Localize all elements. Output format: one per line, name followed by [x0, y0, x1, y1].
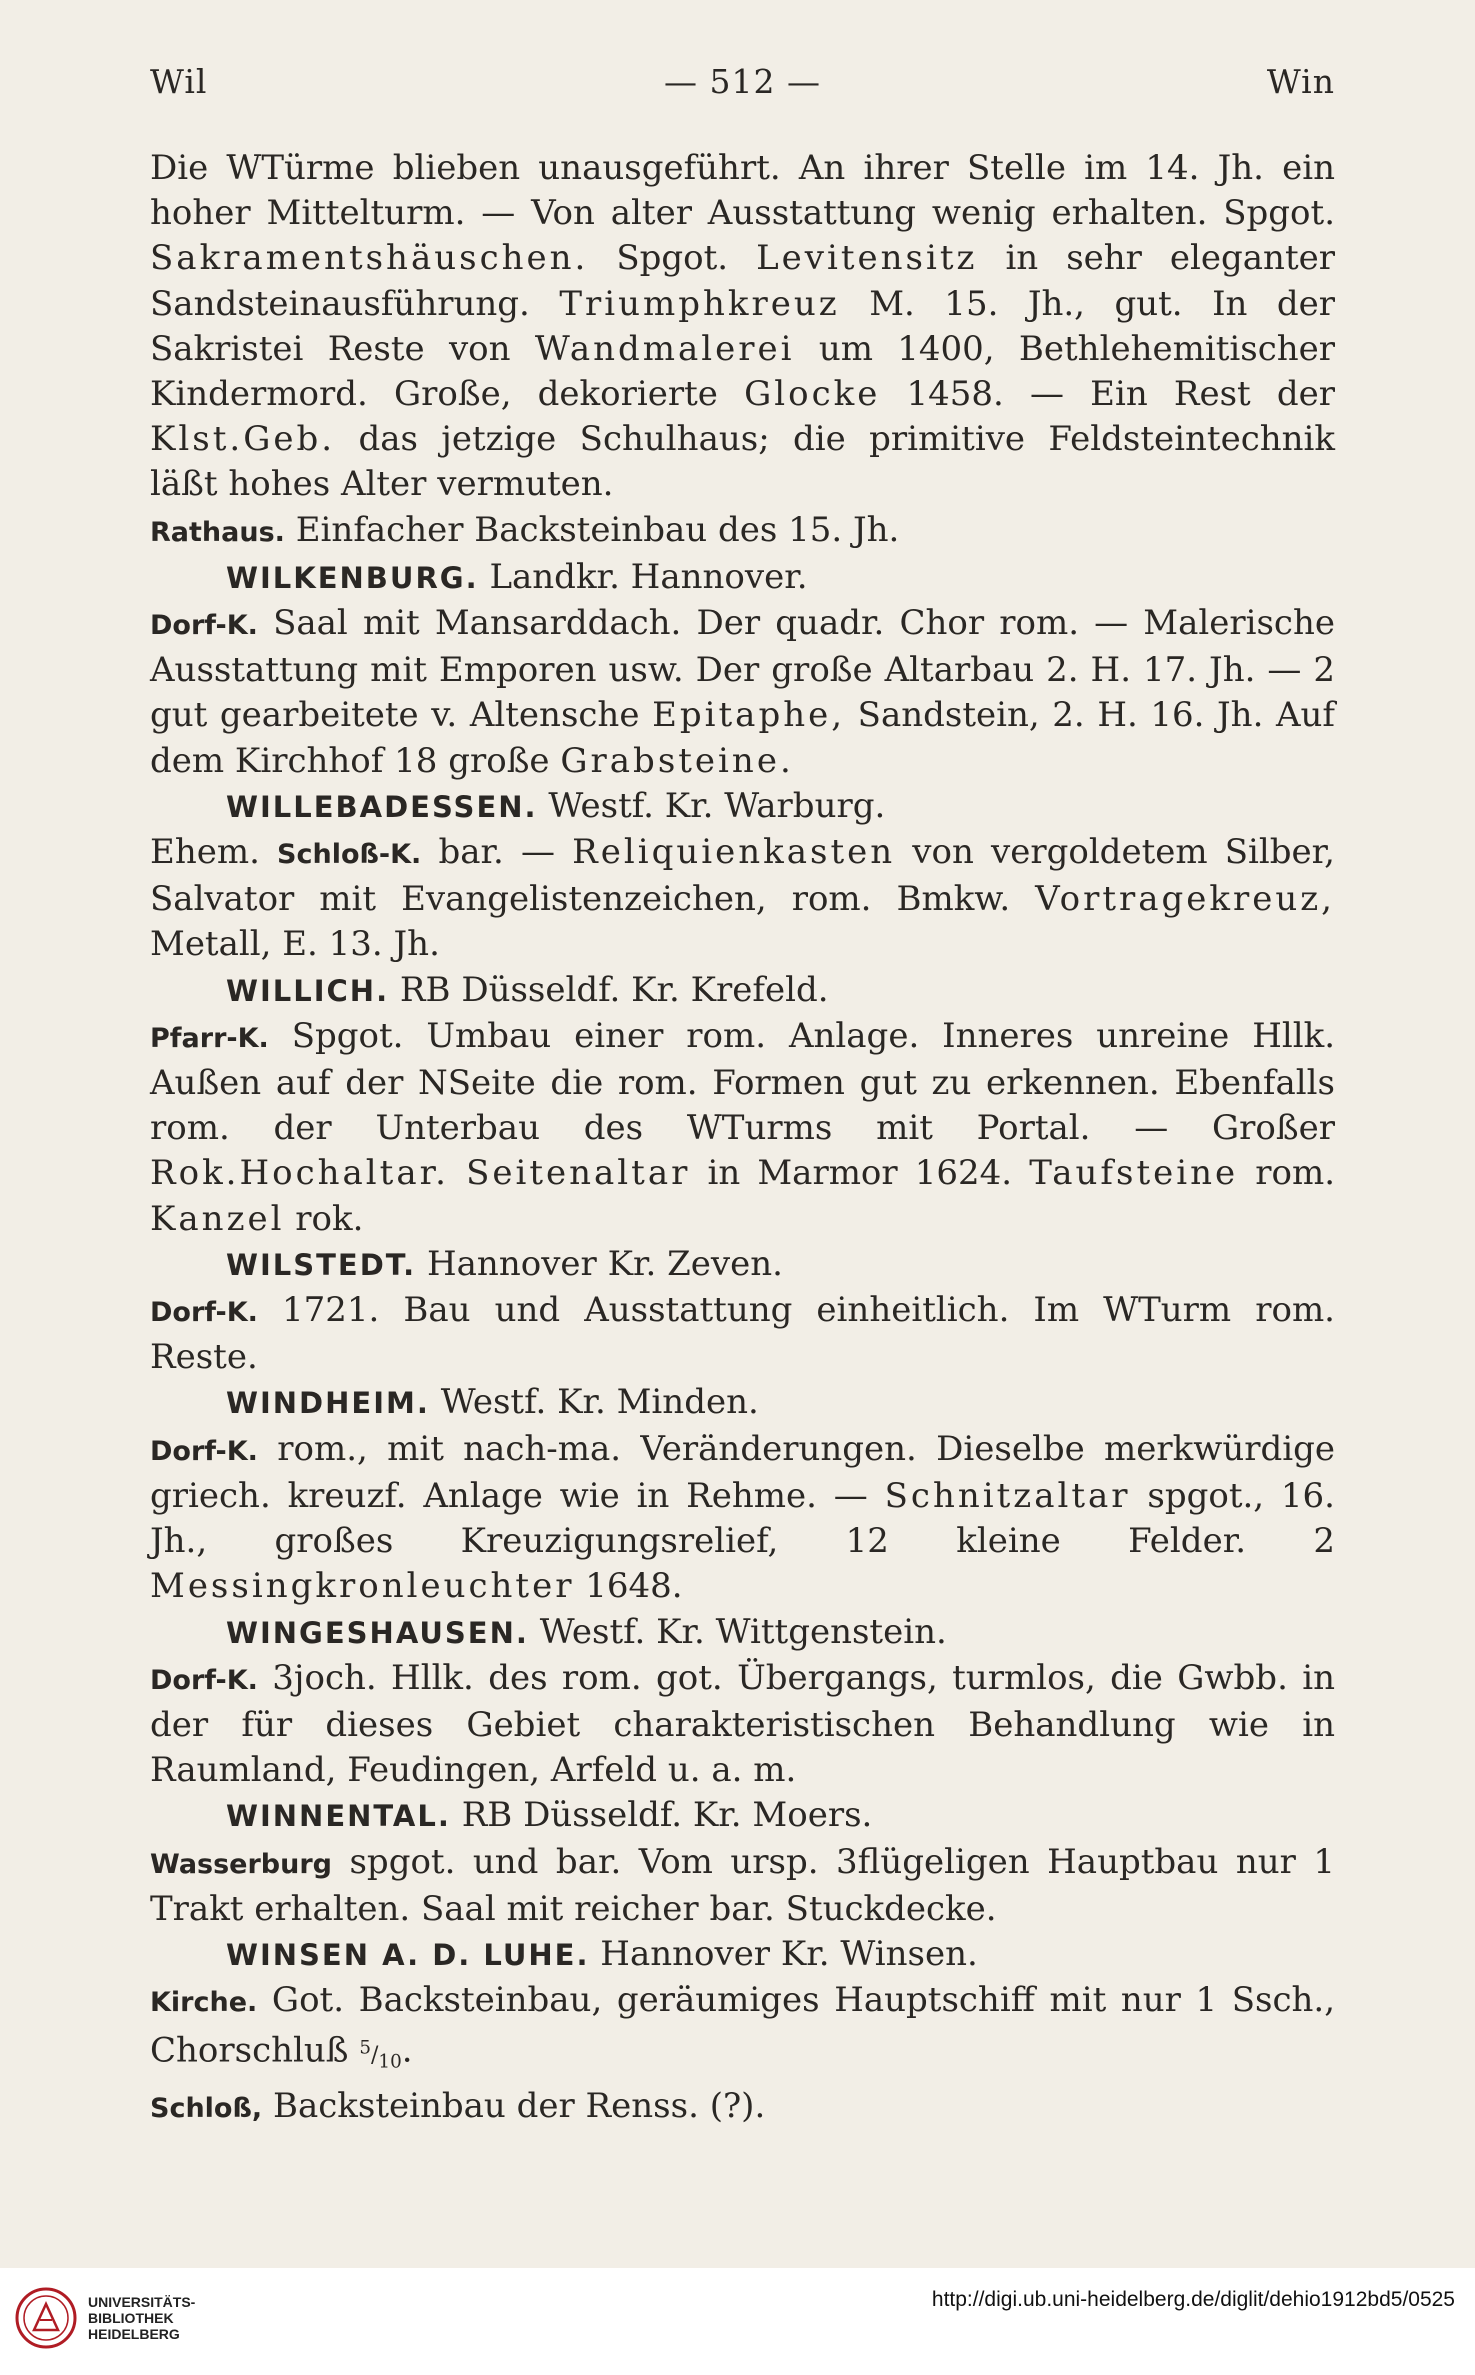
university-seal-icon — [14, 2286, 78, 2350]
entry-label: Dorf-K. — [150, 1297, 258, 1329]
place-name: WINDHEIM. — [226, 1386, 430, 1421]
entry-label: Schloß, — [150, 2093, 263, 2125]
place-heading-winnental: WINNENTAL. RB Düsseldf. Kr. Moers. — [226, 1795, 873, 1836]
entry-label: Rathaus. — [150, 516, 285, 548]
entry-winsen-schloss: Schloß, Backsteinbau der Renss. (?). — [150, 2086, 766, 2127]
place-heading-winsen: WINSEN A. D. LUHE. Hannover Kr. Winsen. — [226, 1933, 978, 1974]
place-name: WILKENBURG. — [226, 560, 479, 595]
header-left-catchword: Wil — [150, 62, 208, 101]
place-name: WILLICH. — [226, 973, 390, 1008]
place-heading-willich: WILLICH. RB Düsseldf. Kr. Krefeld. — [226, 969, 829, 1010]
permalink-url[interactable]: http://digi.ub.uni-heidelberg.de/diglit/dehio1912bd5/0525 — [931, 2288, 1455, 2311]
place-name: WINNENTAL. — [226, 1799, 451, 1834]
page-body — [150, 146, 1335, 2131]
place-heading-wingeshausen: WINGESHAUSEN. Westf. Kr. Wittgenstein. — [226, 1611, 947, 1652]
entry-label: Dorf-K. — [150, 610, 258, 642]
page-header — [150, 62, 1335, 122]
entry-willebadessen: Ehem. Schloß-K. bar. — Reliquienkasten von vergoldetem Silber, Salvator mit Evangelistenzeichen, rom. Bmkw. Vortragekreuz, Metall, E. 13. Jh. — [150, 832, 1335, 965]
place-heading-willebadessen: WILLEBADESSEN. Westf. Kr. Warburg. — [226, 785, 886, 826]
place-heading-wilstedt: WILSTEDT. Hannover Kr. Zeven. — [226, 1243, 783, 1284]
place-name: WINSEN A. D. LUHE. — [226, 1937, 590, 1972]
entry-rathaus: Rathaus. Einfacher Backsteinbau des 15. Jh. — [150, 509, 900, 550]
entry-wilkenburg: Dorf-K. Saal mit Mansarddach. Der quadr. Chor rom. — Malerische Ausstattung mit Emporen usw. Der große Altarbau 2. H. 17. Jh. — 2 gut gearbeitete v. Altensche Epitaphe, Sandstein, 2. H. 16. Jh. Auf dem Kirchhof 18 große Grabsteine. — [150, 603, 1336, 781]
entry-label: Dorf-K. — [150, 1435, 258, 1467]
library-name: UNIVERSITÄTS- BIBLIOTHEK HEIDELBERG — [88, 2294, 196, 2342]
place-heading-wilkenburg: WILKENBURG. Landkr. Hannover. — [226, 556, 808, 597]
entry-label: Schloß-K. — [277, 839, 422, 871]
place-name: WILSTEDT. — [226, 1247, 417, 1282]
fraction: $^5/_{10}$ — [359, 2037, 402, 2073]
entry-wingeshausen: Dorf-K. 3joch. Hllk. des rom. got. Übergangs, turmlos, die Gwbb. in der für dieses Gebiet charakteristischen Behandlung wie in Raumland, Feudingen, Arfeld u. a. m. — [150, 1657, 1335, 1791]
entry-label: Kirche. — [150, 1987, 258, 2019]
entry-label: Pfarr-K. — [150, 1022, 269, 1054]
place-name: WINGESHAUSEN. — [226, 1615, 529, 1650]
header-right-catchword: Win — [1266, 62, 1335, 101]
entry-label: Wasserburg — [150, 1848, 332, 1880]
paragraph-wil-continued: Die WTürme blieben unausgeführt. An ihrer Stelle im 14. Jh. ein hoher Mittelturm. — Von alter Ausstattung wenig erhalten. Spgot. Sakramentshäuschen. Spgot. Levitensitz in sehr eleganter Sandsteinausführung. Triumphkreuz M. 15. Jh., gut. In der Sakristei Reste von Wandmalerei um 1400, Bethlehemitischer Kindermord. Große, dekorierte Glocke 1458. — Ein Rest der Klst.Geb. das jetzige Schulhaus; die primitive Feldsteintechnik läßt hohes Alter vermuten. — [150, 148, 1336, 505]
entry-winsen-kirche: Kirche. Got. Backsteinbau, geräumiges Hauptschiff mit nur 1 Ssch., Chorschluß $^5/_{10}$. — [150, 1980, 1335, 2073]
entry-winnental: Wasserburg spgot. und bar. Vom ursp. 3flügeligen Hauptbau nur 1 Trakt erhalten. Saal mit reicher bar. Stuckdecke. — [150, 1841, 1335, 1929]
entry-wilstedt: Dorf-K. 1721. Bau und Ausstattung einheitlich. Im WTurm rom. Reste. — [150, 1290, 1335, 1378]
place-name: WILLEBADESSEN. — [226, 789, 538, 824]
footer-bar — [0, 2268, 1475, 2375]
entry-windheim: Dorf-K. rom., mit nach-ma. Veränderungen. Dieselbe merkwürdige griech. kreuzf. Anlage wie in Rehme. — Schnitzaltar spgot., 16. Jh., großes Kreuzigungsrelief, 12 kleine Felder. 2 Messingkronleuchter 1648. — [150, 1428, 1336, 1607]
entry-label: Dorf-K. — [150, 1664, 258, 1696]
entry-willich: Pfarr-K. Spgot. Umbau einer rom. Anlage. Inneres unreine Hllk. Außen auf der NSeite die rom. Formen gut zu erkennen. Ebenfalls rom. der Unterbau des WTurms mit Portal. — Großer Rok.Hochaltar. Seitenaltar in Marmor 1624. Taufsteine rom. Kanzel rok. — [150, 1015, 1336, 1239]
page-number: — 512 — — [664, 62, 821, 101]
place-heading-windheim: WINDHEIM. Westf. Kr. Minden. — [226, 1382, 759, 1423]
